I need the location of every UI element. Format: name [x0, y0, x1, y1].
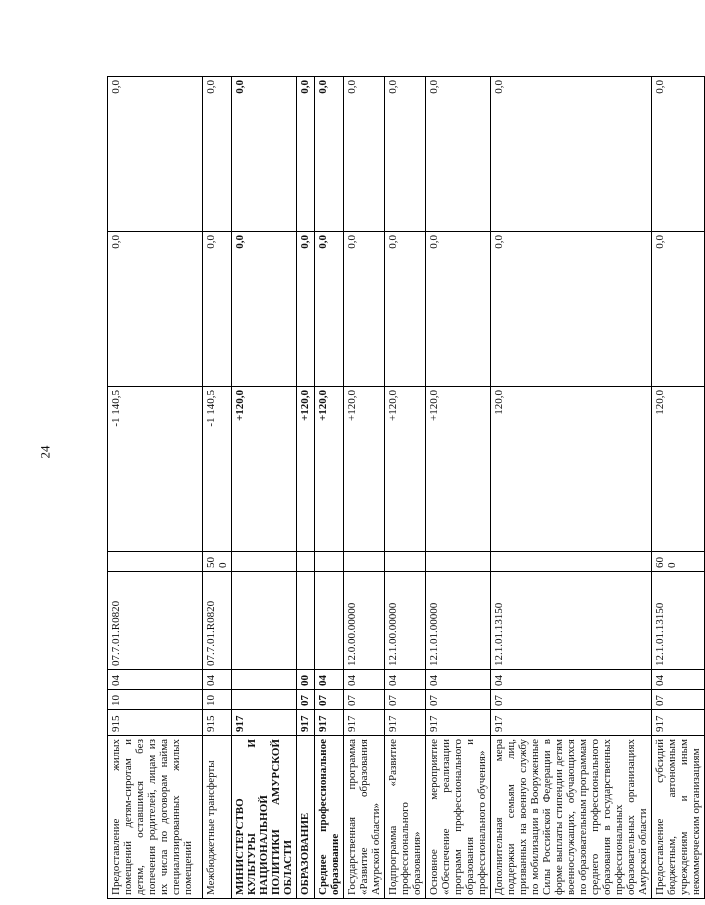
table-row	[491, 77, 652, 899]
row-gr-cell: 917	[652, 710, 705, 736]
row-name-cell: Предоставление жилых помещений детям-сиротам и детям, оставшимся без попечения родителей, лицам из их числа по договорам найма специализированных жилых помещений	[108, 736, 203, 899]
row-csr-cell: 12.1.00.00000	[385, 572, 426, 670]
row-pr-cell	[232, 670, 297, 690]
row-rz-cell: 10	[108, 690, 203, 710]
row-value-year3-cell: 0,0	[297, 77, 315, 232]
row-value-year2-cell: 0,0	[232, 232, 297, 387]
row-gr-cell: 917	[232, 710, 297, 736]
row-vr-cell: 500	[203, 552, 232, 572]
row-value-year3-cell: 0,0	[203, 77, 232, 232]
row-rz-cell: 07	[385, 690, 426, 710]
row-value-year3-cell: 0,0	[232, 77, 297, 232]
row-rz-cell	[232, 690, 297, 710]
row-value-change-cell: +120,0	[315, 387, 344, 552]
row-csr-cell: 12.1.01.00000	[426, 572, 491, 670]
row-value-year2-cell: 0,0	[297, 232, 315, 387]
row-csr-cell: 07.7.01.R0820	[108, 572, 203, 670]
row-csr-cell: 07.7.01.R0820	[203, 572, 232, 670]
row-vr-cell	[297, 552, 315, 572]
row-vr-cell	[315, 552, 344, 572]
row-gr-cell: 915	[108, 710, 203, 736]
row-name-cell: Дополнительная мера поддержки семьям лиц, призванных на военную службу по мобилизации в Вооруженные Силы Российской Федерации в форме выплаты стипендии детям военнослужащих, обучающихся по образовательным программам среднего профессионального образования в государственных профессиональных образовательных организациях Амурской области	[491, 736, 652, 899]
table-row	[108, 77, 203, 899]
row-value-change-cell: +120,0	[385, 387, 426, 552]
row-name-cell: Предоставление субсидий бюджетным, автономным учреждениям и иным некоммерческим организациям	[652, 736, 705, 899]
row-value-year3-cell: 0,0	[385, 77, 426, 232]
row-rz-cell: 10	[203, 690, 232, 710]
row-csr-cell: 12.1.01.13150	[652, 572, 705, 670]
row-csr-cell	[232, 572, 297, 670]
row-value-change-cell: +120,0	[426, 387, 491, 552]
budget-table-wrapper	[107, 77, 702, 899]
row-name-cell: Среднее профессиональное образование	[315, 736, 344, 899]
row-pr-cell: 04	[344, 670, 385, 690]
row-value-year2-cell: 0,0	[652, 232, 705, 387]
row-name-cell: МИНИСТЕРСТВО КУЛЬТУРЫ И НАЦИОНАЛЬНОЙ ПОЛИТИКИ АМУРСКОЙ ОБЛАСТИ	[232, 736, 297, 899]
row-pr-cell: 04	[426, 670, 491, 690]
row-rz-cell: 07	[491, 690, 652, 710]
row-pr-cell: 04	[652, 670, 705, 690]
row-name-cell: ОБРАЗОВАНИЕ	[297, 736, 315, 899]
table-row	[344, 77, 385, 899]
row-value-change-cell: 120,0	[652, 387, 705, 552]
row-value-year3-cell: 0,0	[652, 77, 705, 232]
row-vr-cell	[426, 552, 491, 572]
row-pr-cell: 04	[385, 670, 426, 690]
row-value-year3-cell: 0,0	[491, 77, 652, 232]
row-value-change-cell: -1 140,5	[203, 387, 232, 552]
row-value-year2-cell: 0,0	[108, 232, 203, 387]
row-rz-cell: 07	[344, 690, 385, 710]
row-gr-cell: 917	[491, 710, 652, 736]
row-pr-cell: 04	[108, 670, 203, 690]
row-csr-cell: 12.0.00.00000	[344, 572, 385, 670]
budget-table	[107, 76, 705, 899]
row-value-change-cell: +120,0	[232, 387, 297, 552]
row-pr-cell: 04	[491, 670, 652, 690]
row-rz-cell: 07	[297, 690, 315, 710]
row-value-year2-cell: 0,0	[491, 232, 652, 387]
row-value-change-cell: -1 140,5	[108, 387, 203, 552]
row-vr-cell	[108, 552, 203, 572]
table-row	[315, 77, 344, 899]
row-gr-cell: 917	[385, 710, 426, 736]
row-pr-cell: 04	[315, 670, 344, 690]
row-value-year2-cell: 0,0	[203, 232, 232, 387]
table-row	[232, 77, 297, 899]
row-vr-cell	[232, 552, 297, 572]
table-row	[203, 77, 232, 899]
table-row	[385, 77, 426, 899]
row-value-year2-cell: 0,0	[426, 232, 491, 387]
row-gr-cell: 917	[315, 710, 344, 736]
row-gr-cell: 917	[426, 710, 491, 736]
row-vr-cell	[491, 552, 652, 572]
row-gr-cell: 917	[297, 710, 315, 736]
row-name-cell: Государственная программа «Развитие образования Амурской области»	[344, 736, 385, 899]
row-value-year3-cell: 0,0	[315, 77, 344, 232]
table-row	[297, 77, 315, 899]
row-value-year3-cell: 0,0	[108, 77, 203, 232]
row-csr-cell	[315, 572, 344, 670]
row-value-year3-cell: 0,0	[426, 77, 491, 232]
page-number: 24	[37, 445, 53, 459]
row-value-change-cell: +120,0	[297, 387, 315, 552]
row-rz-cell: 07	[652, 690, 705, 710]
row-value-change-cell: +120,0	[344, 387, 385, 552]
row-value-year3-cell: 0,0	[344, 77, 385, 232]
row-vr-cell	[385, 552, 426, 572]
row-gr-cell: 915	[203, 710, 232, 736]
table-row	[426, 77, 491, 899]
row-pr-cell: 00	[297, 670, 315, 690]
row-csr-cell	[297, 572, 315, 670]
table-row	[652, 77, 705, 899]
row-vr-cell: 600	[652, 552, 705, 572]
row-rz-cell: 07	[315, 690, 344, 710]
row-pr-cell: 04	[203, 670, 232, 690]
row-gr-cell: 917	[344, 710, 385, 736]
row-name-cell: Основное мероприятие «Обеспечение реализации программ профессионального образования и профессионального обучения»	[426, 736, 491, 899]
row-csr-cell: 12.1.01.13150	[491, 572, 652, 670]
row-vr-cell	[344, 552, 385, 572]
row-value-year2-cell: 0,0	[315, 232, 344, 387]
row-rz-cell: 07	[426, 690, 491, 710]
row-value-change-cell: 120,0	[491, 387, 652, 552]
row-value-year2-cell: 0,0	[385, 232, 426, 387]
row-value-year2-cell: 0,0	[344, 232, 385, 387]
row-name-cell: Подпрограмма «Развитие профессионального образования»	[385, 736, 426, 899]
row-name-cell: Межбюджетные трансферты	[203, 736, 232, 899]
